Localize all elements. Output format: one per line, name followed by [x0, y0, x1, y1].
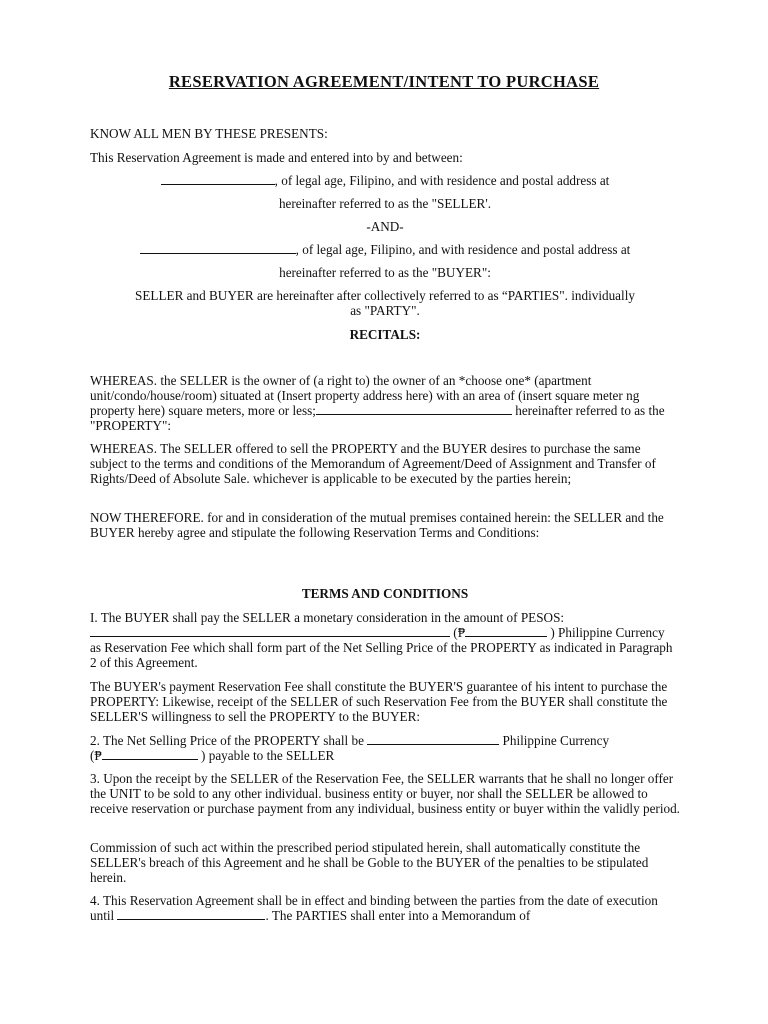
term1-currency: ) Philippine Currency — [547, 625, 665, 640]
term4-text-b: . The PARTIES shall enter into a Memorandum of — [265, 908, 531, 923]
whereas-paragraph-1 — [90, 373, 680, 433]
term2-peso-open: (₱ — [90, 748, 102, 763]
recitals-heading: RECITALS: — [349, 327, 421, 342]
buyer-ref-line: hereinafter referred to as the "BUYER": — [279, 265, 491, 280]
terms-heading: TERMS AND CONDITIONS — [301, 586, 469, 601]
net-price-words-blank[interactable] — [367, 733, 499, 745]
seller-line-text: , of legal age, Filipino, and with residence and postal address at — [274, 173, 610, 188]
term-2-paragraph — [90, 733, 680, 763]
property-blank[interactable] — [316, 403, 512, 415]
document-title: RESERVATION AGREEMENT/INTENT TO PURCHASE — [168, 72, 600, 91]
buyer-name-blank[interactable] — [140, 242, 296, 254]
commission-paragraph: Commission of such act within the prescribed period stipulated herein, shall automatically constitute the SELLER's breach of this Agreement and he shall be Goble to the BUYER of the penalties to be stipulated herein. — [90, 840, 649, 885]
parties-line-1: SELLER and BUYER are hereinafter after collectively referred to as “PARTIES". individually — [135, 288, 635, 303]
and-separator: -AND- — [366, 219, 404, 234]
term2-text-a: 2. The Net Selling Price of the PROPERTY shall be — [90, 733, 368, 748]
whereas1-text: WHEREAS. the SELLER is the owner of (a right to) the owner of an *choose one* (apartment unit/condo/house/room) situated at (Insert property address here) with an area of (insert square meter ng property here) square meters, more or less; — [90, 373, 640, 418]
term-4-paragraph — [90, 893, 680, 923]
term1-amount-line — [90, 625, 680, 640]
term1-line-a: I. The BUYER shall pay the SELLER a monetary consideration in the amount of PESOS: — [90, 610, 565, 625]
seller-name-blank[interactable] — [161, 173, 275, 185]
intro-line: This Reservation Agreement is made and entered into by and between: — [90, 150, 463, 165]
pesos-amount-figure-blank[interactable] — [465, 625, 547, 637]
buyer-payment-paragraph: The BUYER's payment Reservation Fee shall constitute the BUYER'S guarantee of his intent to purchase the PROPERTY: Likewise, receipt of the SELLER of such Reservation Fee from the BUYER shall constitute the SELLER'S willingness to sell the PROPERTY to the BUYER: — [90, 679, 668, 724]
now-therefore-paragraph: NOW THEREFORE. for and in consideration of the mutual premises contained herein: the SELLER and the BUYER hereby agree and stipulate the following Reservation Terms and Conditions: — [90, 510, 664, 540]
term2-line-2 — [90, 748, 680, 763]
whereas-paragraph-2: WHEREAS. The SELLER offered to sell the PROPERTY and the BUYER desires to purchase the same subject to the terms and conditions of the Memorandum of Agreement/Deed of Assignment and Transfer of Rights/Deed of Absolute Sale. whichever is applicable to be executed by the parties herein; — [90, 441, 656, 486]
term2-text-b: Philippine Currency — [499, 733, 610, 748]
seller-ref-line: hereinafter referred to as the "SELLER'. — [278, 196, 492, 211]
term1-line-d: as Reservation Fee which shall form part of the Net Selling Price of the PROPERTY as indicated in Paragraph 2 of this Agreement. — [90, 640, 673, 670]
whereas1-tail: hereinafter referred to as the "PROPERTY": — [90, 403, 665, 433]
term2-text-d: ) payable to the SELLER — [197, 748, 335, 763]
pesos-amount-words-blank[interactable] — [90, 625, 450, 637]
effectivity-date-blank[interactable] — [117, 908, 265, 920]
term2-line-1 — [90, 733, 680, 748]
buyer-party-line — [90, 242, 680, 257]
peso-open: (₱ — [450, 625, 466, 640]
buyer-line-text: , of legal age, Filipino, and with residence and postal address at — [295, 242, 631, 257]
opening-line: KNOW ALL MEN BY THESE PRESENTS: — [90, 126, 328, 141]
term-1-paragraph — [90, 610, 680, 670]
term4-text-a: 4. This Reservation Agreement shall be in effect and binding between the parties from the date of execution until — [90, 893, 658, 923]
parties-line-2: as "PARTY". — [350, 303, 420, 318]
seller-party-line — [90, 173, 680, 188]
term-3-paragraph: 3. Upon the receipt by the SELLER of the Reservation Fee, the SELLER warrants that he shall no longer offer the UNIT to be sold to any other individual. business entity or buyer, nor shall the SELLER be allowed to receive reservation or purchase payment from any individual, business entity or buyer within the validly period. — [90, 771, 680, 816]
net-price-figure-blank[interactable] — [102, 748, 198, 760]
parties-definition — [90, 288, 680, 318]
